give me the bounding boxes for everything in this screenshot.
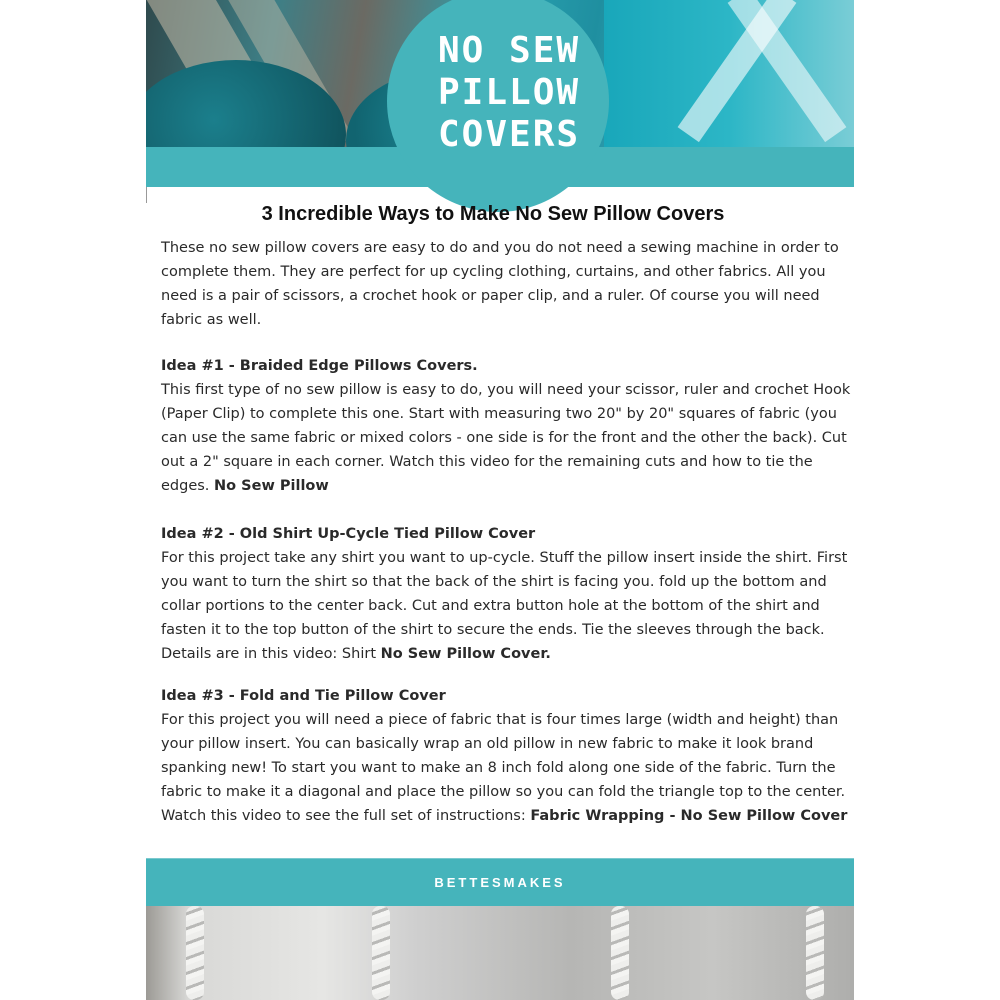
brand-label[interactable]: BETTESMAKES bbox=[434, 875, 566, 890]
patterned-pillow bbox=[604, 0, 854, 148]
idea-2-body bbox=[161, 546, 851, 666]
page-title: 3 Incredible Ways to Make No Sew Pillow Covers bbox=[261, 203, 725, 225]
braided-edge bbox=[611, 906, 629, 1000]
intro-paragraph: These no sew pillow covers are easy to do and you do not need a sewing machine in order to complete them. They are perfect for up cycling clothing, curtains, and other fabrics. All you need is a pair of scissors, a crochet hook or paper clip, and a ruler. Of course you will need fabric as well. bbox=[161, 240, 839, 328]
idea-2-link[interactable]: No Sew Pillow Cover. bbox=[380, 646, 551, 662]
idea-1-title: Idea #1 - Braided Edge Pillows Covers. bbox=[161, 358, 478, 374]
idea-1-link[interactable]: No Sew Pillow bbox=[214, 478, 329, 494]
badge-title: NO SEW PILLOW COVERS bbox=[438, 30, 581, 155]
idea-2-title: Idea #2 - Old Shirt Up-Cycle Tied Pillow Cover bbox=[161, 526, 536, 542]
idea-1-text: This first type of no sew pillow is easy to do, you will need your scissor, ruler and crochet Hook (Paper Clip) to complete this one. Start with measuring two 20" by 20" squares of fabric (you can use the same fabric or mixed colors - one side is for the front and the other the back). Cut out a 2" square in each corner. Watch this video for the remaining cuts and how to tie the edges. bbox=[161, 382, 851, 494]
article bbox=[161, 200, 851, 828]
idea-3-link[interactable]: Fabric Wrapping - No Sew Pillow Cover bbox=[530, 808, 848, 824]
idea-3-text: For this project you will need a piece of fabric that is four times large (width and height) than your pillow insert. You can basically wrap an old pillow in new fabric to make it look brand spanking new! To start you want to make an 8 inch fold along one side of the fabric. Turn the fabric to make it a diagonal and place the pillow so you can fold the triangle top to the center. Watch this video to see the full set of instructions: bbox=[161, 712, 846, 824]
pillow-photo bbox=[146, 906, 854, 1000]
idea-1-body bbox=[161, 378, 851, 498]
braided-edge bbox=[372, 906, 390, 1000]
idea-3-title: Idea #3 - Fold and Tie Pillow Cover bbox=[161, 688, 446, 704]
idea-3-body bbox=[161, 708, 851, 828]
braided-edge bbox=[186, 906, 204, 1000]
idea-2-text: For this project take any shirt you want to up-cycle. Stuff the pillow insert inside the shirt. First you want to turn the shirt so that the back of the shirt is facing you. fold up the bottom and collar portions to the center back. Cut and extra button hole at the bottom of the shirt and fasten it to the top button of the shirt to secure the ends. Tie the sleeves through the back. Details are in this video: Shirt bbox=[161, 550, 848, 662]
divider bbox=[146, 187, 147, 203]
braided-edge bbox=[806, 906, 824, 1000]
footer-band bbox=[146, 858, 854, 907]
